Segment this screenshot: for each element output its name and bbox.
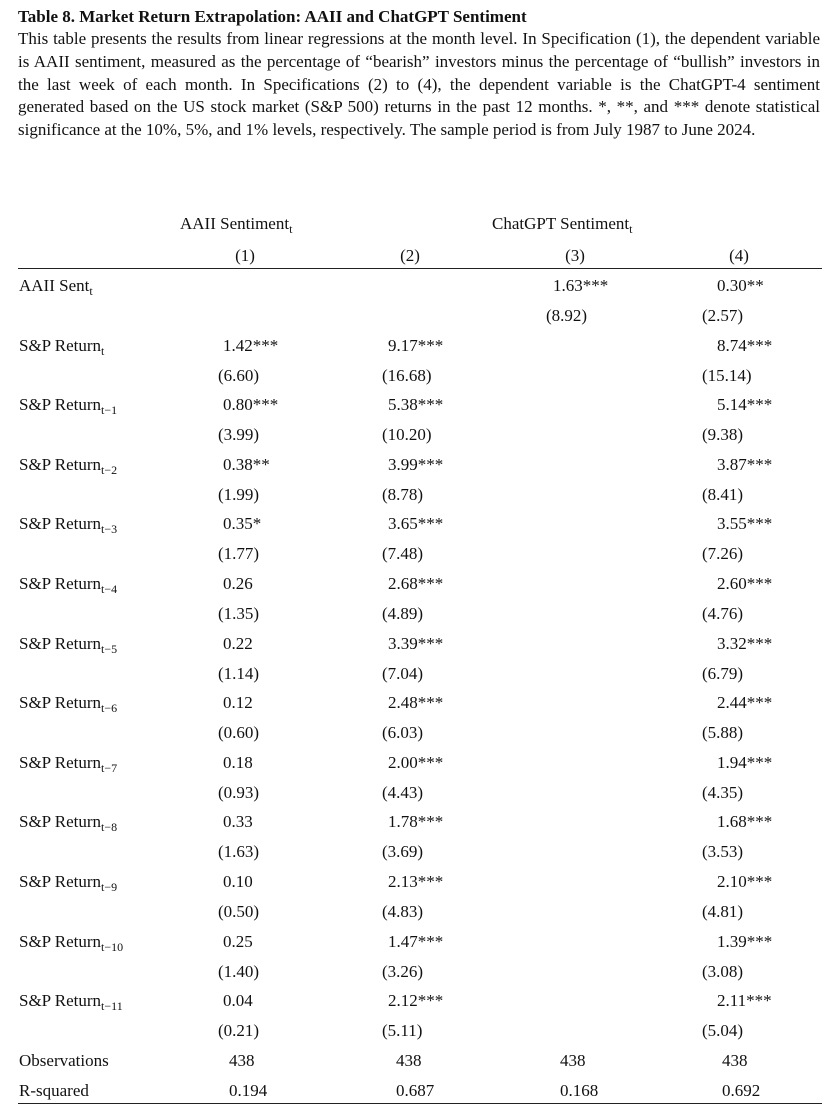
coefficient-cell: 1.42***: [223, 335, 279, 355]
tstat-cell: (3.53): [702, 842, 744, 862]
tstat-cell: (3.08): [702, 961, 744, 981]
row-label-base: S&P Return: [19, 872, 102, 891]
tstat-cell: (5.11): [382, 1021, 423, 1041]
tstat-cell: (4.43): [382, 782, 424, 802]
table-caption: [18, 6, 820, 142]
table-row: [0, 812, 834, 872]
row-label-subscript: t−7: [101, 760, 118, 775]
header-rule: [18, 268, 822, 269]
tstat-cell: (7.26): [702, 544, 744, 564]
tstat-cell: (3.69): [382, 842, 424, 862]
row-label-subscript: t−10: [101, 939, 124, 954]
coefficient-cell: 2.13***: [388, 872, 444, 891]
tstat-cell: (9.38): [702, 425, 744, 445]
row-label: [19, 395, 118, 418]
coefficient-cell: 0.22: [223, 633, 253, 653]
header-group-chatgpt: [492, 214, 632, 234]
coefficient-cell: 1.78***: [388, 812, 444, 832]
footer-value-cell: 0.194: [229, 1081, 268, 1100]
coefficient-cell: 2.12***: [388, 991, 444, 1011]
row-label: [19, 991, 123, 1014]
tstat-cell: (16.68): [382, 365, 432, 385]
tstat-cell: (6.03): [382, 723, 424, 743]
footer-value-cell: 438: [396, 1051, 422, 1070]
coefficient-cell: 1.47***: [388, 931, 444, 951]
tstat-cell: (4.81): [702, 902, 744, 921]
tstat-cell: (10.20): [382, 425, 432, 445]
footer-value-cell: 438: [560, 1051, 586, 1070]
tstat-cell: (8.41): [702, 484, 744, 504]
footer-value-cell: 0.692: [722, 1081, 761, 1100]
coefficient-cell: 2.60***: [717, 574, 773, 593]
coefficient-cell: 0.30**: [717, 276, 764, 295]
coefficient-cell: 3.65***: [388, 514, 444, 534]
row-label-base: S&P Return: [19, 752, 102, 772]
tstat-cell: (5.04): [702, 1021, 744, 1041]
header-group-aaii: [180, 214, 292, 234]
coefficient-cell: 2.68***: [388, 574, 444, 593]
row-label-base: S&P Return: [19, 335, 102, 355]
row-label: [19, 514, 118, 537]
table-row: [0, 872, 834, 932]
column-header-4: (4): [729, 246, 749, 265]
row-label: [19, 455, 117, 475]
table-row: [0, 276, 834, 336]
row-label-subscript: t−2: [101, 462, 118, 477]
tstat-cell: (8.78): [382, 484, 424, 504]
coefficient-cell: 3.39***: [388, 633, 444, 653]
coefficient-cell: 0.18: [223, 752, 253, 772]
tstat-cell: (1.35): [218, 604, 260, 623]
row-label-subscript: t−6: [101, 701, 118, 716]
row-label-base: S&P Return: [19, 454, 102, 474]
header-group-chatgpt-base: ChatGPT Sentiment: [492, 214, 630, 233]
coefficient-cell: 0.26: [223, 574, 253, 593]
row-label: [19, 932, 123, 952]
row-label-subscript: t−3: [101, 522, 118, 537]
tstat-cell: (7.04): [382, 663, 424, 683]
tstat-cell: (1.63): [218, 842, 260, 862]
tstat-cell: (4.83): [382, 902, 424, 921]
coefficient-cell: 5.38***: [388, 395, 444, 415]
coefficient-cell: 2.00***: [388, 752, 444, 772]
row-label-base: S&P Return: [19, 395, 102, 415]
table-row: [0, 574, 834, 634]
row-label-base: S&P Return: [19, 514, 102, 534]
table-row: [0, 693, 834, 753]
tstat-cell: (5.88): [702, 723, 744, 743]
row-label-subscript: t−5: [101, 641, 118, 656]
row-label: [19, 634, 117, 654]
table-row: [0, 634, 834, 694]
column-header-1: (1): [235, 246, 255, 265]
row-label: [19, 753, 117, 773]
tstat-cell: (3.26): [382, 961, 424, 981]
coefficient-cell: 1.94***: [717, 752, 773, 772]
coefficient-cell: 3.87***: [717, 454, 773, 474]
tstat-cell: (4.35): [702, 782, 744, 802]
coefficient-cell: 2.11***: [717, 991, 772, 1011]
coefficient-cell: 3.32***: [717, 633, 773, 653]
coefficient-cell: 1.68***: [717, 812, 773, 832]
coefficient-cell: 0.80***: [223, 395, 279, 415]
coefficient-cell: 2.10***: [717, 872, 773, 891]
table-row: [0, 932, 834, 992]
tstat-cell: (2.57): [702, 306, 744, 325]
table-row: [0, 455, 834, 515]
table-title: Table 8. Market Return Extrapolation: AAII and ChatGPT Sentiment: [18, 7, 527, 26]
tstat-cell: (8.92): [546, 306, 588, 325]
header-group-aaii-base: AAII Sentiment: [180, 214, 290, 233]
footer-label: Observations: [19, 1051, 109, 1070]
column-header-3: (3): [565, 246, 585, 265]
footer-row: [0, 1051, 834, 1075]
footer-label: R-squared: [19, 1081, 89, 1100]
row-label: [19, 693, 118, 716]
row-label: [19, 812, 118, 835]
tstat-cell: (6.60): [218, 365, 260, 385]
tstat-cell: (0.93): [218, 782, 260, 802]
row-label-base: S&P Return: [19, 633, 102, 653]
coefficient-cell: 3.99***: [388, 454, 444, 474]
row-label-base: S&P Return: [19, 812, 102, 832]
table-row: [0, 514, 834, 574]
row-label-subscript: t−8: [101, 820, 118, 835]
coefficient-cell: 2.44***: [717, 693, 773, 713]
tstat-cell: (0.21): [218, 1021, 260, 1041]
coefficient-cell: 3.55***: [717, 514, 773, 534]
coefficient-cell: 8.74***: [717, 335, 773, 355]
footer-value-cell: 438: [229, 1051, 255, 1070]
column-header-2: (2): [400, 246, 420, 265]
coefficient-cell: 2.48***: [388, 693, 444, 713]
coefficient-cell: 0.38**: [223, 454, 270, 474]
row-label-subscript: t−1: [101, 403, 118, 418]
footer-row: [0, 1081, 834, 1105]
table-row: [0, 336, 834, 396]
row-label: [19, 872, 117, 892]
tstat-cell: (1.77): [218, 544, 260, 564]
tstat-cell: (1.40): [218, 961, 260, 981]
tstat-cell: (1.99): [218, 484, 260, 504]
row-label: [19, 276, 93, 296]
row-label-subscript: t−9: [101, 880, 118, 894]
tstat-cell: (4.76): [702, 604, 744, 623]
coefficient-cell: 0.33: [223, 812, 253, 832]
row-label-base: S&P Return: [19, 693, 102, 713]
tstat-cell: (7.48): [382, 544, 424, 564]
coefficient-cell: 0.12: [223, 693, 253, 713]
table-row: [0, 753, 834, 813]
coefficient-cell: 0.10: [223, 872, 253, 891]
header-group-aaii-sub: t: [289, 222, 293, 236]
tstat-cell: (15.14): [702, 365, 752, 385]
tstat-cell: (3.99): [218, 425, 260, 445]
tstat-cell: (0.60): [218, 723, 260, 743]
footer-value-cell: 438: [722, 1051, 748, 1070]
coefficient-cell: 1.39***: [717, 931, 773, 951]
table-description: This table presents the results from linear regressions at the month level. In Specification (1), the dependent variable is AAII sentiment, measured as the percentage of “bearish” investors minus the percentage of “bullish” investors in the last week of each month. In Specifications (2) to (4), the dependent variable is the ChatGPT-4 sentiment generated based on the US stock market (S&P 500) returns in the past 12 months. *, **, and *** denote statistical significance at the 10%, 5%, and 1% levels, respectively. The sample period is from July 1987 to June 2024.: [18, 29, 820, 140]
tstat-cell: (0.50): [218, 902, 260, 921]
coefficient-cell: 0.35*: [223, 514, 262, 534]
table-row: [0, 991, 834, 1051]
footer-value-cell: 0.687: [396, 1081, 435, 1100]
coefficient-cell: 9.17***: [388, 335, 444, 355]
tstat-cell: (6.79): [702, 663, 744, 683]
row-label-subscript: t: [89, 284, 93, 298]
row-label-base: AAII Sent: [19, 276, 90, 295]
coefficient-cell: 0.25: [223, 931, 253, 951]
row-label-base: S&P Return: [19, 574, 102, 593]
coefficient-cell: 5.14***: [717, 395, 773, 415]
row-label-subscript: t: [101, 343, 105, 358]
footer-value-cell: 0.168: [560, 1081, 599, 1100]
coefficient-cell: 1.63***: [553, 276, 609, 295]
row-label: [19, 574, 117, 594]
header-group-chatgpt-sub: t: [629, 222, 633, 236]
row-label: [19, 336, 104, 356]
tstat-cell: (1.14): [218, 663, 260, 683]
table-row: [0, 395, 834, 455]
row-label-subscript: t−4: [101, 582, 118, 596]
row-label-base: S&P Return: [19, 991, 102, 1011]
bottom-rule: [18, 1103, 822, 1104]
row-label-base: S&P Return: [19, 931, 102, 951]
row-label-subscript: t−11: [101, 999, 123, 1014]
tstat-cell: (4.89): [382, 604, 424, 623]
coefficient-cell: 0.04: [223, 991, 253, 1011]
